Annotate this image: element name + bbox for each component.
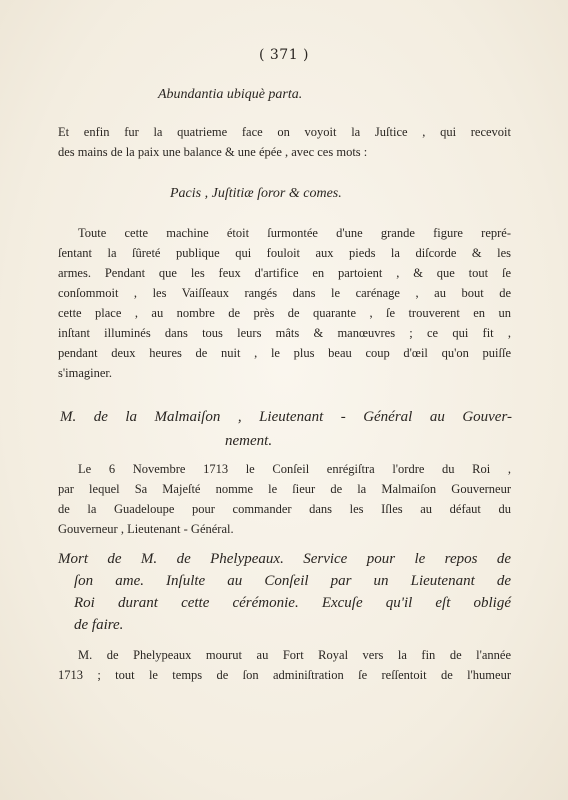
paragraph-line: Toute cette machine étoit ſurmontée d'une grande figure repré- bbox=[78, 226, 511, 240]
section-heading: nement. bbox=[225, 433, 273, 449]
paragraph-line: Et enfin fur la quatrieme face on voyoit la Juſtice , qui recevoit bbox=[58, 125, 511, 139]
section-heading: Mort de M. de Phelypeaux. Service pour le repos de bbox=[58, 551, 511, 567]
paragraph-line: par lequel Sa Majeſté nomme le ſieur de la Malmaiſon Gouverneur bbox=[58, 482, 511, 496]
paragraph-line: pendant deux heures de nuit , le plus beau coup d'œil qu'on puiſſe bbox=[58, 346, 511, 360]
paragraph-line: 1713 ; tout le temps de ſon adminiſtration ſe reſſentoit de l'humeur bbox=[58, 668, 511, 682]
paragraph-line: Gouverneur , Lieutenant - Général. bbox=[58, 522, 234, 536]
paragraph-line: Le 6 Novembre 1713 le Conſeil enrégiſtra l'ordre du Roi , bbox=[78, 462, 511, 476]
section-heading: ſon ame. Inſulte au Conſeil par un Lieutenant de bbox=[74, 573, 511, 589]
paragraph-line: s'imaginer. bbox=[58, 366, 112, 380]
paragraph-line: des mains de la paix une balance & une épée , avec ces mots : bbox=[58, 145, 368, 159]
paragraph-line: inſtant illuminés dans tous leurs mâts & manœuvres ; ce qui fit , bbox=[58, 326, 511, 340]
motto-abundantia: Abundantia ubiquè parta. bbox=[158, 87, 303, 102]
paragraph-line: M. de Phelypeaux mourut au Fort Royal vers la fin de l'année bbox=[78, 648, 511, 662]
paragraph-line: conſommoit , les Vaiſſeaux rangés dans le carénage , au bout de bbox=[58, 286, 511, 300]
section-heading: M. de la Malmaiſon , Lieutenant - Général au Gouver- bbox=[60, 409, 512, 425]
paragraph-line: ſentant la ſûreté publique qui fouloit aux pieds la diſcorde & les bbox=[58, 246, 511, 260]
page-number: ( 371 ) bbox=[258, 47, 310, 63]
paragraph-line: armes. Pendant que les feux d'artifice en partoient , & que tout ſe bbox=[58, 266, 511, 280]
motto-pacis: Pacis , Juſtitiæ ſoror & comes. bbox=[170, 186, 342, 201]
section-heading: Roi durant cette cérémonie. Excuſe qu'il eſt obligé bbox=[74, 595, 511, 611]
paragraph-line: cette place , au nombre de près de quarante , ſe trouverent en un bbox=[58, 306, 511, 320]
paragraph-line: de la Guadeloupe pour commander dans les Iſles au défaut du bbox=[58, 502, 511, 516]
section-heading: de faire. bbox=[74, 617, 124, 633]
